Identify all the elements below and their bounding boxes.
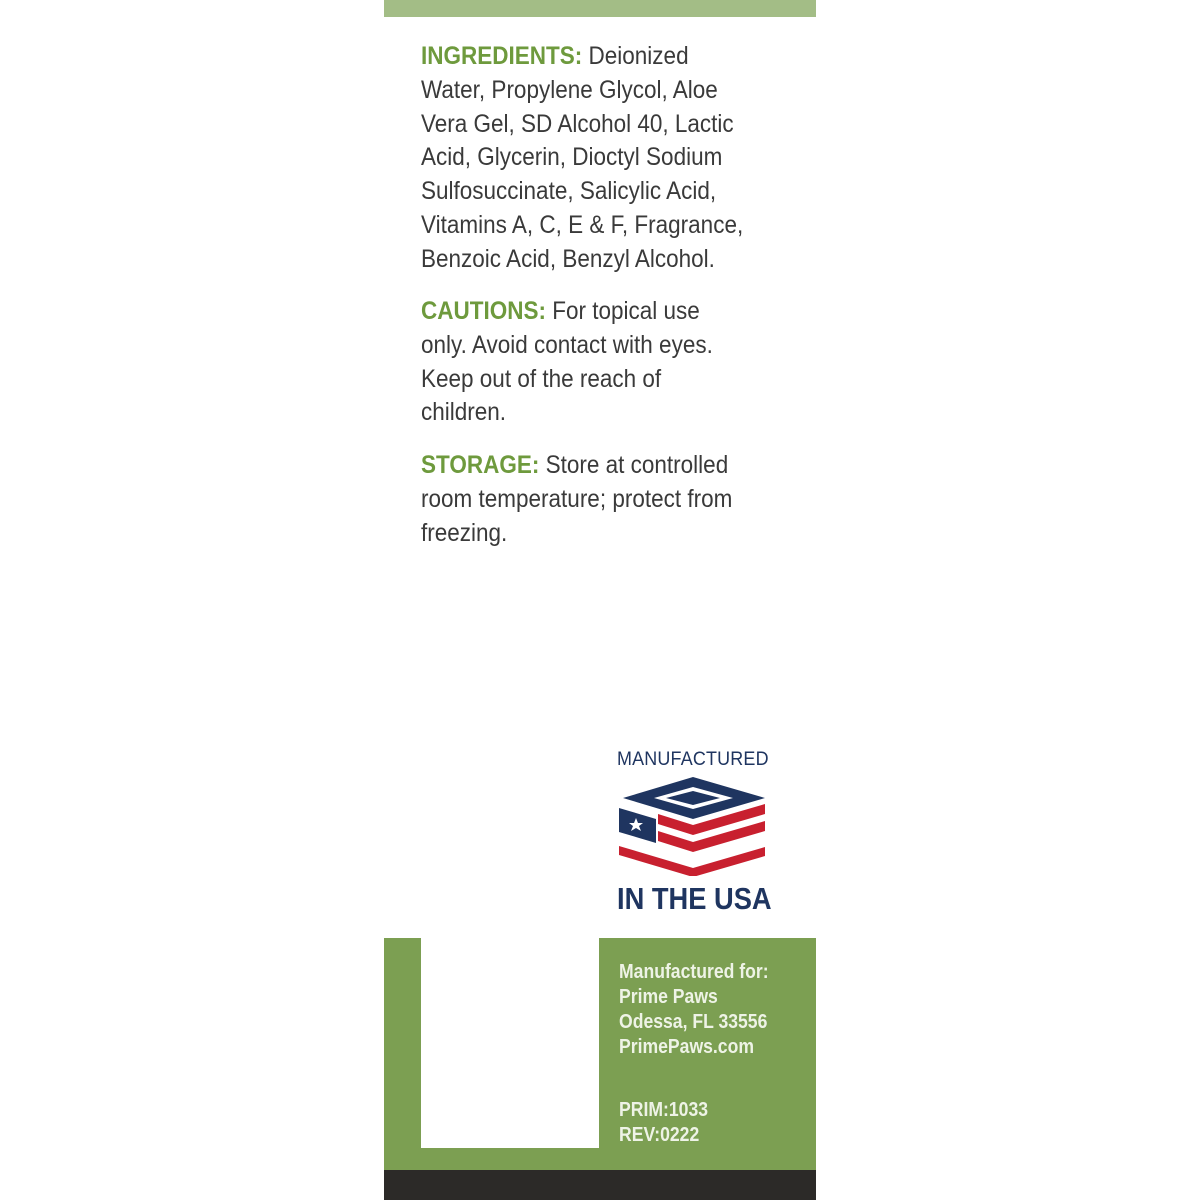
company-address: Odessa, FL 33556 <box>619 1011 768 1033</box>
prim-code: PRIM:1033 <box>619 1099 709 1121</box>
storage-text: Store at controlled room temperature; protect from freezing. <box>421 451 733 547</box>
company-name: Prime Paws <box>619 986 718 1008</box>
made-in-usa-badge <box>617 748 772 916</box>
storage-section <box>421 449 745 550</box>
usa-flag-box-icon <box>618 776 768 876</box>
cautions-label: CAUTIONS: <box>421 297 547 325</box>
cautions-section <box>421 295 745 430</box>
manufacturer-info <box>619 960 769 1060</box>
ingredients-text: Deionized Water, Propylene Glycol, Aloe Vera Gel, SD Alcohol 40, Lactic Acid, Glycerin, Dioctyl Sodium Sulfosuccinate, Salicylic Acid, Vitamins A, C, E & F, Fragrance, Benzoic Acid, Benzyl Alcohol. <box>421 42 744 273</box>
badge-top-text: MANUFACTURED <box>617 748 769 770</box>
product-codes <box>619 1098 708 1148</box>
top-green-bar <box>384 0 816 17</box>
ingredients-section <box>421 40 754 277</box>
ingredients-label: INGREDIENTS: <box>421 42 583 70</box>
company-website: PrimePaws.com <box>619 1036 755 1058</box>
product-label-panel <box>384 0 816 1200</box>
manufactured-for-label: Manufactured for: <box>619 961 769 983</box>
product-window <box>421 938 599 1148</box>
bottom-dark-bar <box>384 1170 816 1200</box>
badge-bottom-text: IN THE USA <box>617 881 772 916</box>
manufacturer-panel <box>384 938 816 1170</box>
rev-code: REV:0222 <box>619 1124 700 1146</box>
cautions-text: For topical use only. Avoid contact with eyes. Keep out of the reach of children. <box>421 297 713 427</box>
storage-label: STORAGE: <box>421 451 540 479</box>
